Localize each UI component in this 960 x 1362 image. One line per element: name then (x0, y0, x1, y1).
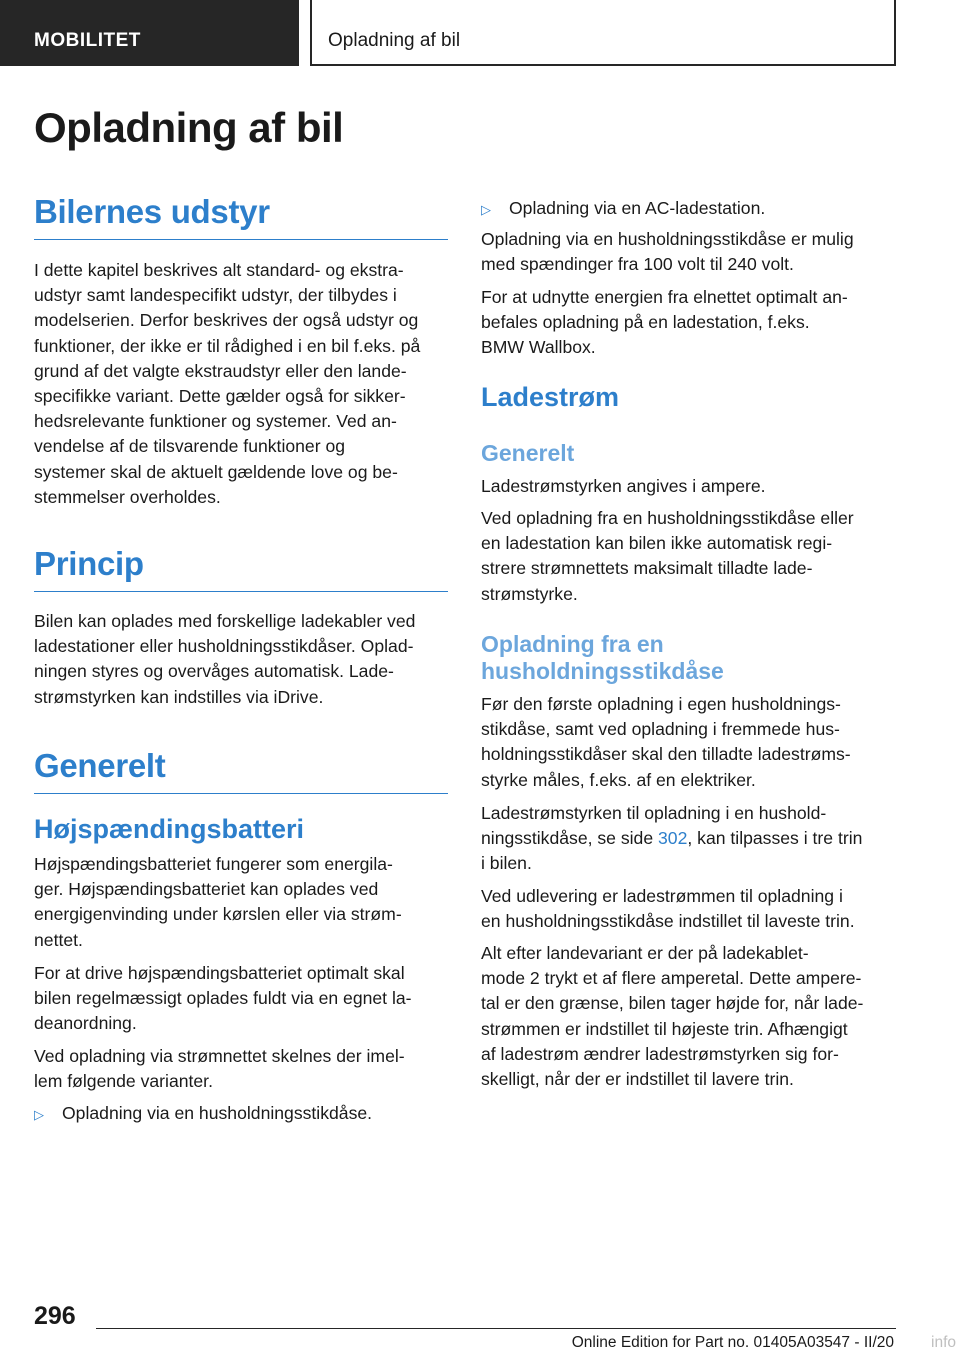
list-item (34, 1101, 372, 1127)
triangle-bullet-icon: ▷ (481, 202, 491, 217)
paragraph-fra-3: Ved udlevering er ladestrømmen til opladning i en husholdningsstikdåse indstillet til laveste trin. (481, 886, 855, 932)
paragraph-generelt-1: Ladestrømstyrken angives i ampere. (481, 476, 766, 496)
paragraph-princip: Bilen kan oplades med forskellige ladekabler ved ladestationer eller husholdningsstikdåser. Oplad- ningen styres og overvåges automatisk. Lade- strømstyrken kan indstilles via iDrive. (34, 611, 416, 707)
heading-generelt-sub: Generelt (481, 440, 575, 466)
paragraph-fra-2-text-b: , kan tilpasses i tre trin i bilen. (481, 828, 863, 874)
triangle-bullet-icon: ▷ (34, 1107, 44, 1122)
section-label: MOBILITET (0, 0, 299, 66)
paragraph-fra-1: Før den første opladning i egen husholdnings- stikdåse, samt ved opladning i fremmede hus- holdningsstikdåser skal den tilladte ladestrøms- styrke måles, f.eks. af en elektriker. (481, 694, 851, 790)
heading-bilernes-udstyr: Bilernes udstyr (34, 193, 448, 240)
page-number: 296 (34, 1302, 76, 1330)
chapter-label: Opladning af bil (310, 0, 896, 66)
page-header (0, 0, 960, 66)
paragraph-batteri-2: For at drive højspændingsbatteriet optimalt skal bilen regelmæssigt oplades fuldt via en egnet la- deanordning. (34, 963, 412, 1034)
paragraph-generelt-2: Ved opladning fra en husholdningsstikdåse eller en ladestation kan bilen ikke automatisk regi- strere strømnettets maksimalt tilladte lade- strømstyrke. (481, 508, 854, 604)
list-item-text: Opladning via en husholdningsstikdåse. (62, 1103, 373, 1123)
paragraph-batteri-1: Højspændingsbatteriet fungerer som energila- ger. Højspændingsbatteriet kan oplades ved energigenvinding under kørslen eller via strøm- nettet. (34, 854, 402, 950)
list-item-text: Opladning via en AC-ladestation. (509, 198, 766, 218)
paragraph-fra-4: Alt efter landevariant er der på ladekablet- mode 2 trykt et af flere amperetal. Dette ampere- tal er den grænse, bilen tager højde for, når lade- strømmen er indstillet til højeste trin. Afhængigt af ladestrøm ændrer ladestrømstyrken sig for- skelligt, når der er indstillet til lavere trin. (481, 943, 864, 1090)
heading-hojspaendingsbatteri: Højspændingsbatteri (34, 814, 305, 844)
footer-divider (96, 1328, 896, 1329)
list-item (481, 196, 765, 222)
paragraph-batteri-3: Ved opladning via strømnettet skelnes der imel- lem følgende varianter. (34, 1046, 405, 1092)
heading-generelt: Generelt (34, 747, 448, 794)
paragraph-ac-2: For at udnytte energien fra elnettet optimalt an- befales opladning på en ladestation, f.eks. BMW Wallbox. (481, 287, 848, 358)
heading-opladning-fra-en: Opladning fra en husholdningsstikdåse (481, 631, 724, 684)
paragraph-fra-2-text-a: Ladestrømstyrken til opladning i en hushold- ningsstikdåse, se side (481, 803, 827, 849)
paragraph-ac-1: Opladning via en husholdningsstikdåse er mulig med spændinger fra 100 volt til 240 volt. (481, 229, 854, 275)
page-reference-link[interactable]: 302 (658, 828, 688, 849)
page-title: Opladning af bil (34, 104, 344, 151)
watermark: info (931, 1334, 956, 1351)
heading-ladestrom: Ladestrøm (481, 382, 620, 412)
heading-princip: Princip (34, 545, 448, 592)
paragraph-fra-2 (481, 801, 895, 877)
footer-edition: Online Edition for Part no. 01405A03547 - II/20 (571, 1334, 894, 1351)
paragraph-bilernes-udstyr: I dette kapitel beskrives alt standard- og ekstra- udstyr samt landespecifikt udstyr, der tilbydes i modelserien. Derfor beskrives der også udstyr og funktioner, der ikke er til rådighed i en bil f.eks. på grund af det valgte ekstraudstyr eller den lande- specifikke variant. Dette gælder også for sikker- hedsrelevante funktioner og systemer. Ved an- vendelse af de tilsvarende funktioner og systemer skal de aktuelt gældende love og be- stemmelser overholdes. (34, 260, 421, 507)
